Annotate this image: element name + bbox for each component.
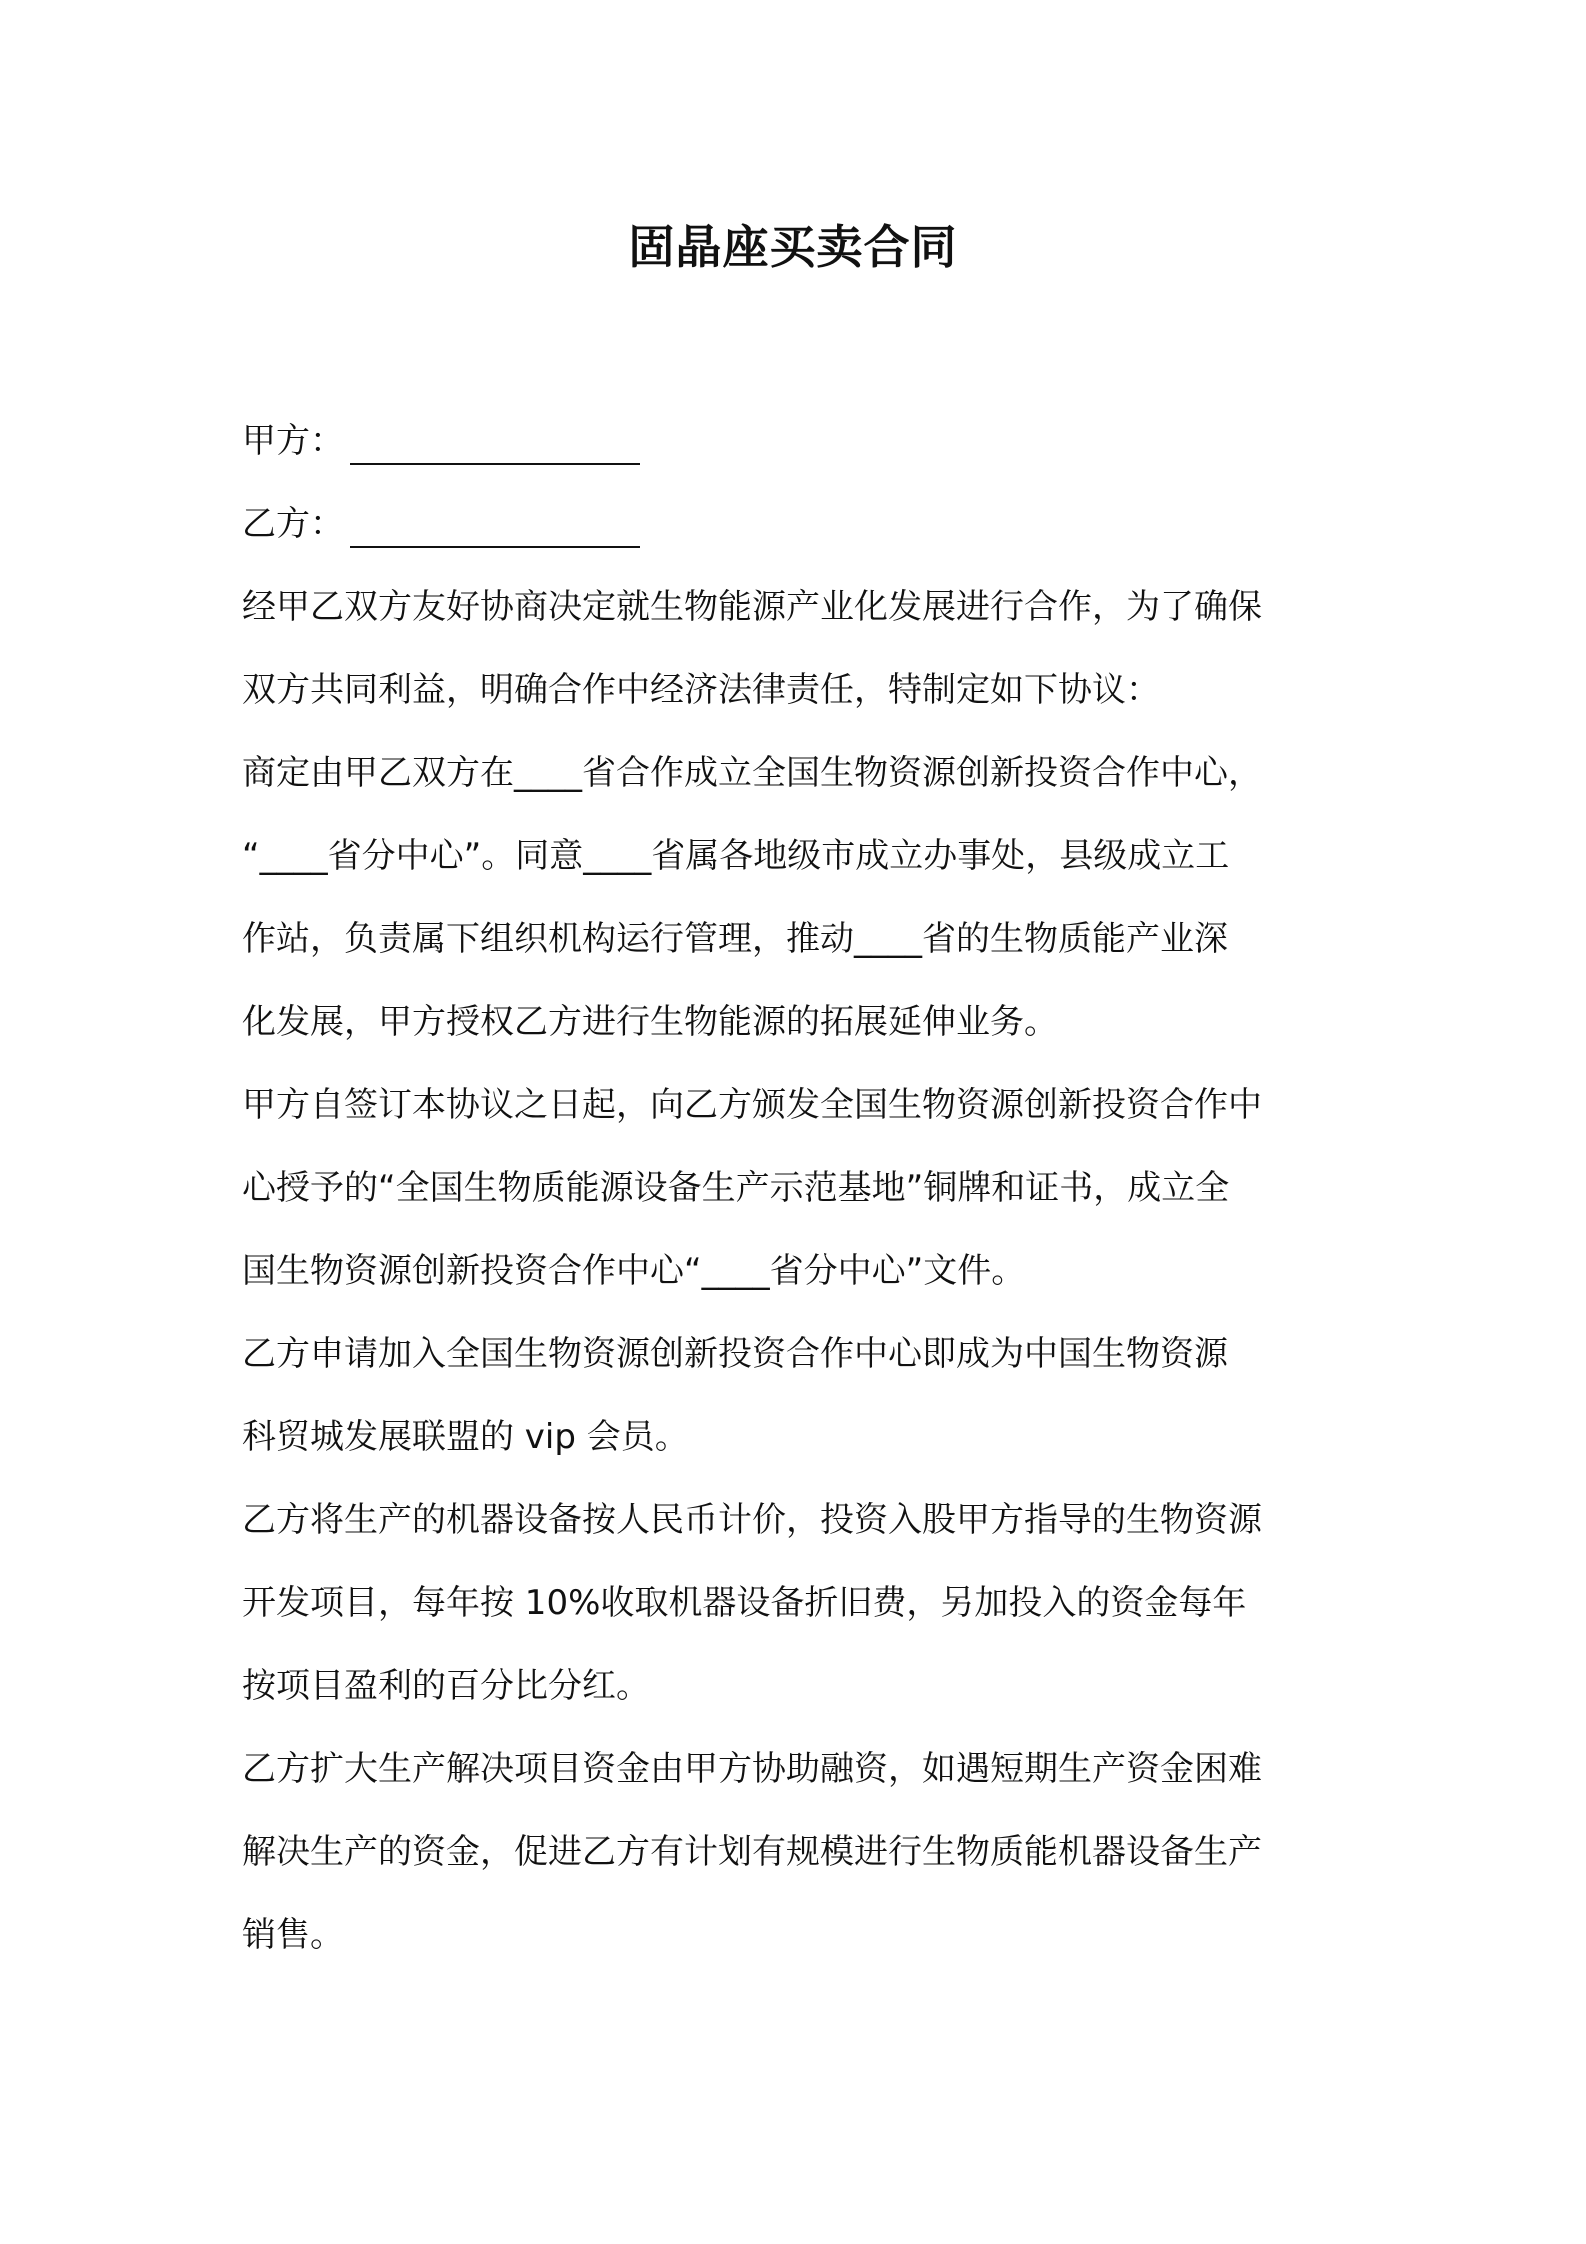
text-line: 销售。 bbox=[242, 1915, 344, 1955]
party-b-line bbox=[242, 483, 1360, 566]
party-a-line bbox=[242, 400, 1360, 483]
text-line: 科贸城发展联盟的 vip 会员。 bbox=[242, 1417, 689, 1457]
text-line: 化发展，甲方授权乙方进行生物能源的拓展延伸业务。 bbox=[242, 1002, 1058, 1042]
text-line: 经甲乙双方友好协商决定就生物能源产业化发展进行合作，为了确保 bbox=[242, 587, 1262, 627]
text-line: “____省分中心”。同意____省属各地级市成立办事处，县级成立工 bbox=[242, 836, 1230, 876]
document-title: 固晶座买卖合同 bbox=[628, 220, 958, 274]
text-line: 按项目盈利的百分比分红。 bbox=[242, 1666, 650, 1706]
text-line: 作站，负责属下组织机构运行管理，推动____省的生物质能产业深 bbox=[242, 919, 1228, 959]
document-body bbox=[242, 400, 1360, 1977]
text-line: 解决生产的资金，促进乙方有计划有规模进行生物质能机器设备生产 bbox=[242, 1832, 1262, 1872]
party-b-label: 乙方： bbox=[242, 504, 344, 544]
party-a-label: 甲方： bbox=[242, 421, 344, 461]
text-line: 乙方将生产的机器设备按人民币计价，投资入股甲方指导的生物资源 bbox=[242, 1500, 1262, 1540]
text-line: 开发项目，每年按 10%收取机器设备折旧费，另加投入的资金每年 bbox=[242, 1583, 1247, 1623]
text-line: 乙方扩大生产解决项目资金由甲方协助融资，如遇短期生产资金困难 bbox=[242, 1749, 1262, 1789]
text-line: 国生物资源创新投资合作中心“____省分中心”文件。 bbox=[242, 1251, 1026, 1291]
text-line: 双方共同利益，明确合作中经济法律责任，特制定如下协议： bbox=[242, 670, 1160, 710]
text-line: 心授予的“全国生物质能源设备生产示范基地”铜牌和证书，成立全 bbox=[242, 1168, 1230, 1208]
party-a-blank bbox=[350, 417, 640, 465]
text-line: 甲方自签订本协议之日起，向乙方颁发全国生物资源创新投资合作中 bbox=[242, 1085, 1262, 1125]
text-line: 乙方申请加入全国生物资源创新投资合作中心即成为中国生物资源 bbox=[242, 1334, 1228, 1374]
party-b-blank bbox=[350, 500, 640, 548]
text-line: 商定由甲乙双方在____省合作成立全国生物资源创新投资合作中心， bbox=[242, 753, 1262, 793]
